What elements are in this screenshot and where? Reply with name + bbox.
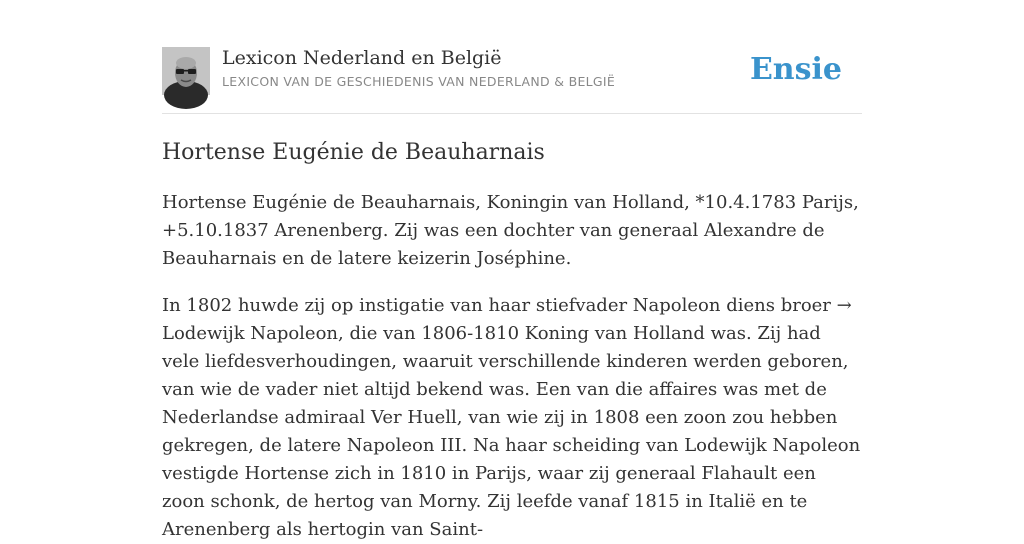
- header-divider: [162, 113, 862, 114]
- source-title[interactable]: Lexicon Nederland en België: [222, 47, 502, 69]
- article: [162, 136, 862, 544]
- ensie-logo-link[interactable]: Ensie: [749, 52, 842, 87]
- article-paragraph: Hortense Eugénie de Beauharnais, Koningin van Holland, *10.4.1783 Parijs, +5.10.1837 Arenenberg. Zij was een dochter van generaal Alexandre de Beauharnais en de latere keizerin Joséphine.: [162, 192, 859, 269]
- article-paragraph: In 1802 huwde zij op instigatie van haar stiefvader Napoleon diens broer → Lodewijk Napoleon, die van 1806-1810 Koning van Holland was. Zij had vele liefdesverhoudingen, waaruit verschillende kinderen werden geboren, van wie de vader niet altijd bekend was. Een van die affaires was met de Nederlandse admiraal Ver Huell, van wie zij in 1808 een zoon zou hebben gekregen, de latere Napoleon III. Na haar scheiding van Lodewijk Napoleon vestigde Hortense zich in 1810 in Parijs, waar zij generaal Flahault een zoon schonk, de hertog van Morny. Zij leefde vanaf 1815 in Italië en te Arenenberg als hertogin van Saint-: [162, 295, 861, 540]
- source-header: [162, 46, 862, 96]
- source-subtitle: LEXICON VAN DE GESCHIEDENIS VAN NEDERLAND & BELGIË: [222, 74, 616, 89]
- author-avatar: [162, 47, 210, 95]
- author-avatar-image: [162, 47, 210, 95]
- article-title: Hortense Eugénie de Beauharnais: [162, 140, 545, 165]
